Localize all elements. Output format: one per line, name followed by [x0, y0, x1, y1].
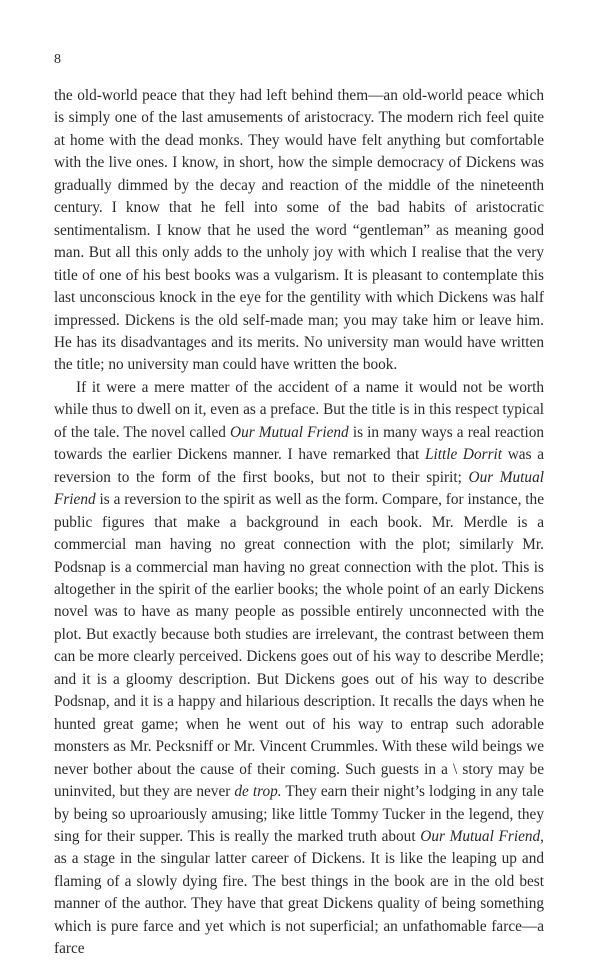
italic-title-run: Our Mutual Friend	[420, 827, 541, 845]
paragraph-1	[54, 85, 544, 377]
text-run: the old-world peace that they had left behind them—an old-world peace which is simply one of the last amusements of aristocracy. The modern rich feel quite at home with the dead monks. They would have felt anything but comfortable with the live ones. I know, in short, how the simple democracy of Dickens was gradually dimmed by the decay and reaction of the middle of the nineteenth century. I know that he fell into some of the bad habits of aristocratic sentimentalism. I know that he used the word “gentleman” as meaning good man. But all this only adds to the unholy joy with which I realise that the very title of one of his best books was a vulgarism. It is pleasant to contemplate this last unconscious knock in the eye for the gentility with which Dickens was half impressed. Dickens is the old self-made man; you may take him or leave him. He has its disadvantages and its merits. No university man would have written the title; no university man could have written the book.	[54, 87, 544, 374]
italic-title-run: Our Mutual Friend	[54, 468, 544, 509]
paragraph-2	[54, 377, 544, 961]
text-run: If it were a mere matter of the accident of a name it would not be worth while thus to dwell on it, even as a preface. But the title is in this respect typical of the tale. The novel called	[54, 378, 544, 441]
text-run: , as a stage in the singular latter career of Dickens. It is like the leaping up and flaming of a slowly dying fire. The best things in the book are in the old best manner of the author. They have that great Dickens quality of being something which is pure farce and yet which is not superficial; an unfathomable farce—a farce	[54, 827, 544, 958]
text-run: is a reversion to the spirit as well as the form. Compare, for instance, the public figures that make a background in each book. Mr. Merdle is a commercial man having no great connection with the plot; similarly Mr. Podsnap is a commercial man having no great connection with the plot. This is altogether in the spirit of the earlier books; the whole point of an early Dickens novel was to have as many people as possible entirely unconnected with the plot. But exactly because both studies are irrelevant, the contrast between them can be more clearly perceived. Dickens goes out of his way to describe Merdle; and it is a gloomy description. But Dickens goes out of his way to describe Podsnap, and it is a happy and hilarious description. It recalls the days when he hunted great game; when he went out of his way to entrap such adorable monsters as Mr. Pecksniff or Mr. Vincent Crummles. With these wild beings we never bother about the cause of their coming. Such guests in a \ story may be uninvited, but they are never	[54, 491, 544, 801]
italic-title-run: Our Mutual Friend	[230, 423, 349, 441]
text-run: was a reversion to the form of the first books, but not to their spirit;	[54, 446, 544, 486]
text-run: is in many ways a real reaction towards the earlier Dickens manner. I have remarked that	[54, 423, 544, 464]
text-run: They earn their night’s lodging in any tale by being so uproariously amusing; like little Tommy Tucker in the legend, they sing for their supper. This is really the marked truth about	[54, 783, 544, 845]
italic-title-run: de trop.	[234, 783, 282, 801]
italic-title-run: Little Dorrit	[424, 446, 503, 464]
body-text	[54, 85, 544, 961]
page-number: 8	[54, 52, 61, 67]
